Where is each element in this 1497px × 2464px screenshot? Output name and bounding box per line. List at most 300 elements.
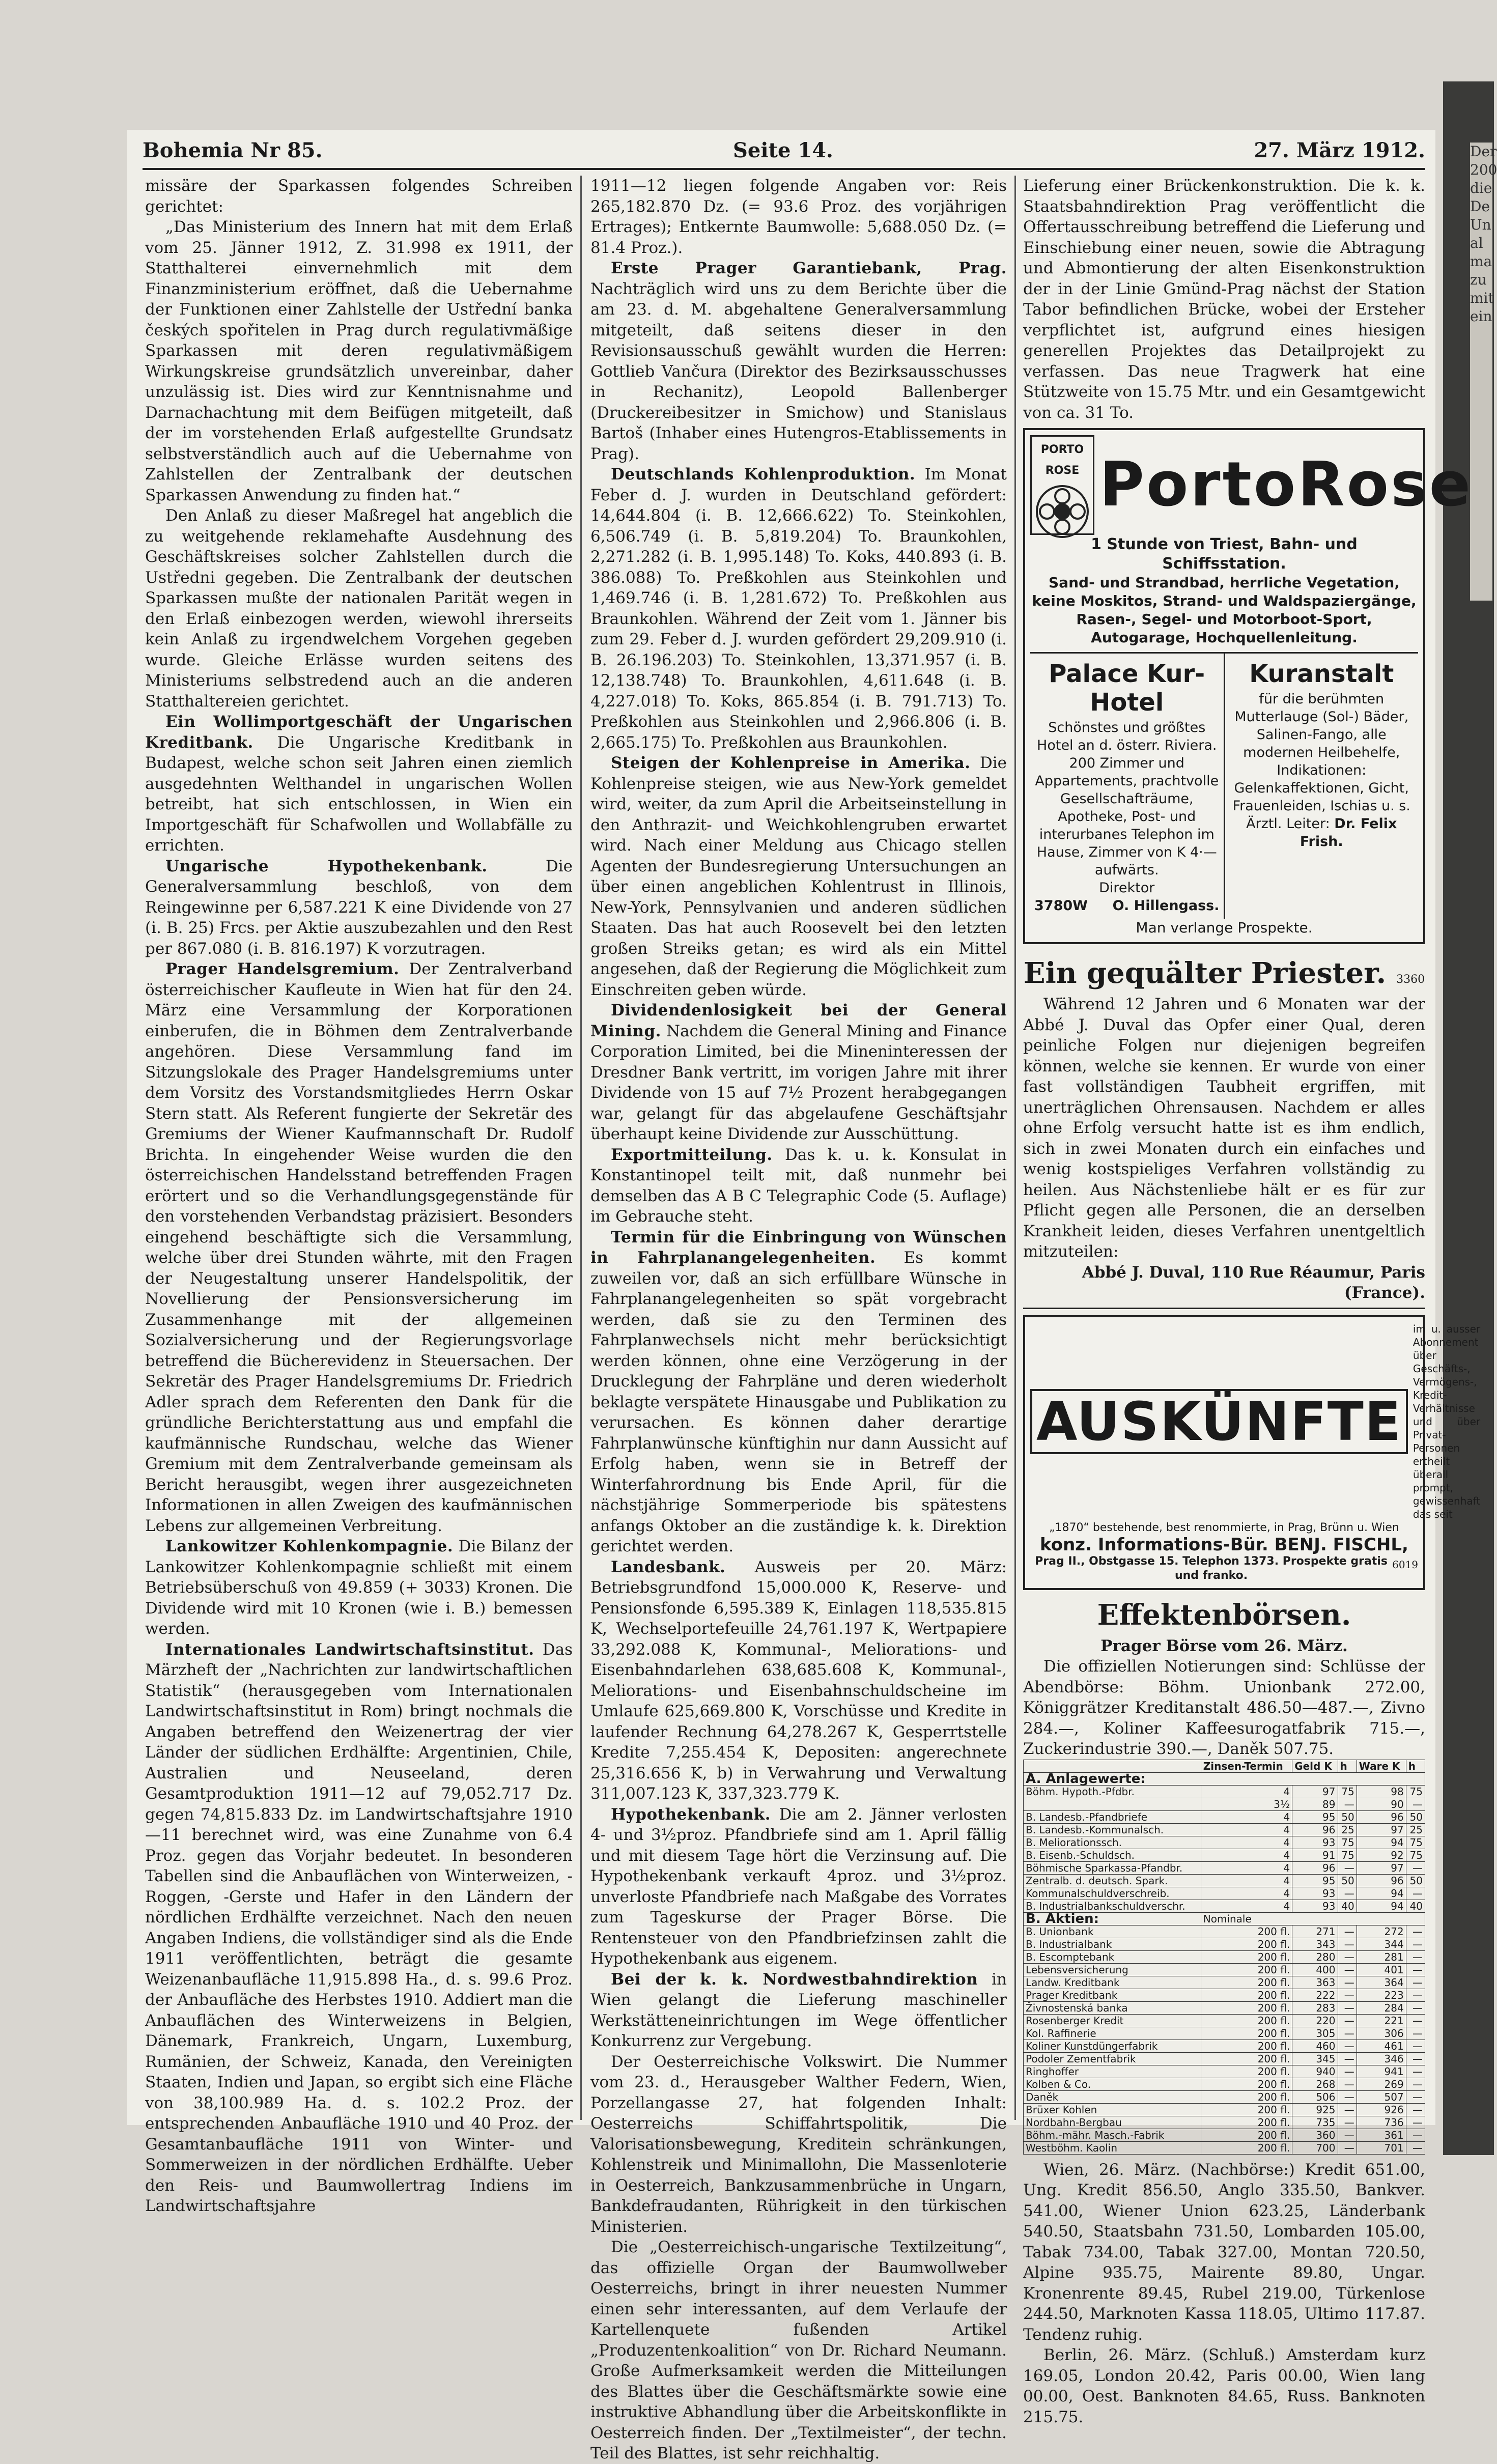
table-cell: — <box>1338 1976 1357 1989</box>
table-cell: 345 <box>1292 2052 1338 2065</box>
article-paragraph <box>590 2052 1007 2238</box>
article-paragraph <box>145 712 573 856</box>
table-cell: 50 <box>1338 1874 1357 1887</box>
table-cell: 461 <box>1357 2040 1406 2052</box>
article-text: Das Märzheft der „Nachrichten zur landwirtschaftlichen Statistik“ (herausgegeben vom Internationalen Landwirtschaftsinstitut in Rom) bringt nochmals die Angaben betreffend den Weizenertrag der vier Länder der südlichen Erdhälfte: Argentinien, Chile, Australien und Neuseeland, deren Gesamtproduktion 1911—12 auf 79,052.717 Dz. gegen 74,815.833 Dz. im Landwirtschaftsjahre 1910—11 berechnet wird, was eine Zunahme von 6.4 Proz. gegen das Vorjahr bedeutet. In besonderen Tabellen sind die Anbauflächen von Winterweizen, -Roggen, -Gerste und Hafer in den Ländern der nördlichen Erdhälfte verzeichnet. Nach den neuen Angaben Indiens, die vollständiger sind als die Ende 1911 veröffentlichten, beträgt die gesamte Weizenanbaufläche 11,915.898 Ha., d. s. 99.6 Proz. der Anbaufläche des Herbstes 1910. Addiert man die Anbauflächen des Winterweizens in Belgien, Dänemark, Frankreich, Ungarn, Luxemburg, Rumänien, der Schweiz, Kanada, den Vereinigten Staaten, Indien und Japan, so ergibt sich eine Fläche von 38,100.989 Ha. d. s. 102.2 Proz. der entsprechenden Anbaufläche 1910 und 40 Proz. der Gesamtanbaufläche 1911 von Winter- und Sommerweizen in der nördlichen Erdhälfte. Ueber den Reis- und Baumwollertrag Indiens im Landwirtschaftsjahre <box>145 1640 573 2215</box>
article-paragraph <box>590 1145 1007 1227</box>
table-cell: — <box>1338 2014 1357 2027</box>
table-cell: 271 <box>1292 1925 1338 1938</box>
ad-code: 3780W <box>1034 898 1088 914</box>
table-cell: h <box>1406 1760 1425 1772</box>
table-cell: 75 <box>1338 1849 1357 1861</box>
table-cell: Geld K <box>1292 1760 1338 1772</box>
table-row <box>1024 1836 1425 1849</box>
kuranstalt-title: Kuranstalt <box>1249 660 1394 688</box>
table-cell: Koliner Kunstdüngerfabrik <box>1024 2040 1201 2052</box>
table-cell: 941 <box>1357 2065 1406 2078</box>
table-row <box>1024 1785 1425 1798</box>
table-cell: 96 <box>1357 1810 1406 1823</box>
table-cell: 96 <box>1357 1874 1406 1887</box>
hotel-director-label: Direktor <box>1099 880 1155 896</box>
table-cell: 200 fl. <box>1201 2001 1292 2014</box>
table-cell: — <box>1406 2141 1425 2154</box>
table-cell: Böhm.-mähr. Masch.-Fabrik <box>1024 2129 1201 2141</box>
table-cell: 200 fl. <box>1201 2103 1292 2116</box>
table-cell: — <box>1338 2027 1357 2040</box>
portorose-title: PortoRose <box>1099 449 1473 520</box>
article-text: Das k. u. k. Konsulat in Konstantinopel teilt mit, daß nunmehr bei demselben das A B C Telegraphic Code (5. Auflage) im Gebrauche steht. <box>590 1145 1007 1226</box>
table-row <box>1024 2014 1425 2027</box>
kuranstalt-text: für die berühmten Mutterlauge (Sol-) Bäder, Salinen-Fango, alle modernen Heilbehelfe, Indikationen: Gelenkaffektionen, Gicht, Frauenleiden, Ischias u. s. <box>1232 691 1410 814</box>
kuranstalt-name: Dr. Felix Frish. <box>1300 816 1397 849</box>
table-cell: 93 <box>1292 1887 1338 1900</box>
effekten-title: Effektenbörsen. <box>1097 1598 1351 1632</box>
table-cell: 75 <box>1406 1836 1425 1849</box>
table-cell: 222 <box>1292 1989 1338 2001</box>
header-right: 27. März 1912. <box>1254 138 1425 162</box>
table-cell: 97 <box>1357 1861 1406 1874</box>
ad-auskunfte <box>1023 1315 1481 1590</box>
table-cell: 95 <box>1292 1874 1338 1887</box>
article-heading: Erste Prager Garantiebank, Prag. <box>611 259 1007 277</box>
table-cell: 92 <box>1357 1849 1406 1861</box>
article-heading: Dividendenlosigkeit bei der General Mining. <box>590 1001 1007 1040</box>
table-cell: 200 fl. <box>1201 2129 1292 2141</box>
table-cell: Podoler Zementfabrik <box>1024 2052 1201 2065</box>
portorose-split <box>1030 652 1418 919</box>
edge-word: ein <box>1470 308 1492 325</box>
table-cell: 25 <box>1406 1823 1425 1836</box>
table-cell: Kolben & Co. <box>1024 2078 1201 2090</box>
table-cell <box>1024 1760 1201 1772</box>
table-cell: 3½ <box>1201 1798 1292 1810</box>
table-cell: 925 <box>1292 2103 1338 2116</box>
article-paragraph <box>590 2237 1007 2464</box>
kuranstalt-lead: Ärztl. Leiter: <box>1246 816 1330 832</box>
table-cell: 268 <box>1292 2078 1338 2090</box>
priester-title: Ein gequälter Priester. <box>1023 956 1387 990</box>
table-cell: 200 fl. <box>1201 1989 1292 2001</box>
column-1 <box>145 176 573 2215</box>
table-cell: 200 fl. <box>1201 2116 1292 2129</box>
table-cell: 4 <box>1201 1861 1292 1874</box>
table-row <box>1024 2141 1425 2154</box>
article-text: „Das Ministerium des Innern hat mit dem Erlaß vom 25. Jänner 1912, Z. 31.998 ex 1911, der Statthalterei einvernehmlich mit dem Finanzministerium eröffnet, daß die Uebernahme der Funktionen einer Zahlstelle der Ustřední banka českých spořitelen in Prag durch regulativmäßige Sparkassen mit deren regulativmäßigem Wirkungskreise grundsätzlich unvereinbar, daher unzulässig ist. Dies wird zur Kenntnisnahme und Darnachachtung mit dem Beifügen mitgeteilt, daß der im vorstehenden Erlaß aufgestellte Grundsatz selbstverständlich auch auf die Uebernahme von Zahlstellen der Zentralbank der deutschen Sparkassen Anwendung zu finden hat.“ <box>145 218 573 504</box>
table-row <box>1024 1874 1425 1887</box>
table-row <box>1024 1810 1425 1823</box>
table-cell: — <box>1406 2014 1425 2027</box>
table-cell: B. Escomptebank <box>1024 1950 1201 1963</box>
auskunfte-code: 6019 <box>1392 1558 1418 1571</box>
table-cell: — <box>1338 2001 1357 2014</box>
article-paragraph <box>145 856 573 959</box>
table-cell: 343 <box>1292 1938 1338 1950</box>
table-cell: B. Industrialbankschuldverschr. <box>1024 1900 1201 1912</box>
table-cell: 223 <box>1357 1989 1406 2001</box>
table-row <box>1024 1861 1425 1874</box>
table-cell: 75 <box>1338 1836 1357 1849</box>
table-row <box>1024 1823 1425 1836</box>
table-cell: — <box>1406 2090 1425 2103</box>
table-cell: Živnostenská banka <box>1024 2001 1201 2014</box>
table-cell: — <box>1338 2141 1357 2154</box>
article-text: Die Kohlenpreise steigen, wie aus New-York gemeldet wird, weiter, da zum April die Arbeitseinstellung in den Anthrazit- und Weichkohlengruben erwartet wird. Nach einer Meldung aus Chicago stellen Agenten der Bundesregierung Untersuchungen an über einen angeblichen Kohlentrust in Illinois, New-York, Pennsylvanien und anderen südlichen Staaten. Das hat auch Roosevelt bei den letzten großen Streiks getan; es wird als ein Mittel angesehen, daß der Regierung die Möglichkeit zum Einschreiten geben würde. <box>590 754 1007 999</box>
edge-word: zu <box>1470 271 1487 288</box>
table-cell: 91 <box>1292 1849 1338 1861</box>
table-cell: 75 <box>1338 1785 1357 1798</box>
edge-word: die <box>1470 180 1492 196</box>
table-cell: 95 <box>1292 1810 1338 1823</box>
table-cell: 200 fl. <box>1201 1938 1292 1950</box>
table-cell: B. Meliorationssch. <box>1024 1836 1201 1849</box>
header-left: Bohemia Nr 85. <box>143 138 323 162</box>
table-cell: 506 <box>1292 2090 1338 2103</box>
table-cell: 4 <box>1201 1823 1292 1836</box>
priester-address: Abbé J. Duval, 110 Rue Réaumur, Paris (France). <box>1082 1263 1425 1302</box>
table-cell: h <box>1338 1760 1357 1772</box>
table-cell: Lebensversicherung <box>1024 1963 1201 1976</box>
table-cell: 93 <box>1292 1900 1338 1912</box>
table-cell: 344 <box>1357 1938 1406 1950</box>
ad-priester <box>1023 952 1425 1309</box>
table-cell: — <box>1406 1861 1425 1874</box>
table-cell: 89 <box>1292 1798 1338 1810</box>
table-row <box>1024 1925 1425 1938</box>
table-row <box>1024 1900 1425 1912</box>
table-cell: Böhmische Sparkassa-Pfandbr. <box>1024 1861 1201 1874</box>
table-cell: — <box>1406 2078 1425 2090</box>
edge-word: De <box>1470 198 1490 215</box>
table-row <box>1024 2040 1425 2052</box>
table-cell: 94 <box>1357 1887 1406 1900</box>
ad-portorose <box>1023 428 1473 944</box>
table-cell: 4 <box>1201 1874 1292 1887</box>
hotel-title: Palace Kur-Hotel <box>1049 660 1205 717</box>
table-row <box>1024 1760 1425 1772</box>
effekten-text: Die offiziellen Notierungen sind: Schlüsse der Abendbörse: Böhm. Unionbank 272.00, Königgrätzer Kreditanstalt 486.50—487.—, Zivno 284.—, Koliner Kaffeesurogatfabrik 715.—, Zuckerindustrie 390.—, Daněk 507.75. <box>1023 1657 1425 1758</box>
table-cell: Prager Kreditbank <box>1024 1989 1201 2001</box>
table-row <box>1024 1963 1425 1976</box>
article-text: Ausweis per 20. März: Betriebsgrundfond 15,000.000 K, Reserve- und Pensionsfonde 6,595.389 K, Einlagen 118,535.815 K, Wechselportefeuille 24,761.197 K, Wertpapiere 33,292.088 K, Kommunal-, Meliorations- und Eisenbahndarlehen 638,685.608 K, Kommunal-, Meliorations- und Eisenbahnschuldscheine im Umlaufe 625,669.800 K, Vorschüsse und Kredite in laufender Rechnung 64,278.267 K, Gesperrtstelle Kredite 7,255.454 K, Depositen: angerechnete 25,316.656 K, b) in Verwahrung und Verwaltung 311,007.123 K, 337,323.779 K. <box>590 1557 1007 1803</box>
article-text: Die Generalversammlung beschloß, von dem Reingewinne per 6,587.221 K eine Dividende von 27 (i. B. 25) Frcs. per Aktie auszubezahlen und den Rest per 867.080 (i. B. 816.197) K vorzutragen. <box>145 857 573 958</box>
table-cell: Daněk <box>1024 2090 1201 2103</box>
table-cell: 221 <box>1357 2014 1406 2027</box>
table-row <box>1024 2090 1425 2103</box>
table-row <box>1024 1938 1425 1950</box>
table-cell: 940 <box>1292 2065 1338 2078</box>
table-cell: 281 <box>1357 1950 1406 1963</box>
table-cell: 200 fl. <box>1201 1963 1292 1976</box>
table-cell: — <box>1406 1963 1425 1976</box>
table-cell: Kol. Raffinerie <box>1024 2027 1201 2040</box>
edge-word: Der <box>1470 143 1497 160</box>
article-text: Die Ungarische Kreditbank in Budapest, welche schon seit Jahren einen ziemlich ausgedehnten Welthandel in ungarischen Wollen betreibt, hat sich entschlossen, in Wien ein Importgeschäft für Schafwollen und Wollabfälle zu errichten. <box>145 733 573 855</box>
table-cell: — <box>1338 1938 1357 1950</box>
table-row <box>1024 2001 1425 2014</box>
table-cell: B. Aktien: <box>1024 1912 1201 1925</box>
table-cell: B. Landesb.-Kommunalsch. <box>1024 1823 1201 1836</box>
table-cell: — <box>1338 2065 1357 2078</box>
article-text: missäre der Sparkassen folgendes Schreiben gerichtet: <box>145 177 573 216</box>
table-row <box>1024 2103 1425 2116</box>
article-heading: Ein Wollimportgeschäft der Ungarischen Kreditbank. <box>145 713 573 752</box>
palace-kur-hotel <box>1030 654 1224 919</box>
table-cell: — <box>1338 1798 1357 1810</box>
table-cell: 98 <box>1357 1785 1406 1798</box>
table-cell: — <box>1406 2116 1425 2129</box>
table-cell: — <box>1406 1950 1425 1963</box>
article-heading: Steigen der Kohlenpreise in Amerika. <box>611 754 971 772</box>
article-paragraph <box>145 505 573 712</box>
article-paragraph <box>145 959 573 1536</box>
table-cell: 94 <box>1357 1836 1406 1849</box>
edge-word: al <box>1470 235 1483 251</box>
article-paragraph <box>590 464 1007 753</box>
table-cell: 200 fl. <box>1201 2078 1292 2090</box>
table-cell: Westböhm. Kaolin <box>1024 2141 1201 2154</box>
table-cell: — <box>1338 2116 1357 2129</box>
table-row <box>1024 2129 1425 2141</box>
table-cell: 507 <box>1357 2090 1406 2103</box>
table-cell: — <box>1406 1938 1425 1950</box>
table-cell: 200 fl. <box>1201 2065 1292 2078</box>
article-paragraph <box>590 1804 1007 1969</box>
column-2 <box>590 176 1007 2462</box>
table-cell: 306 <box>1357 2027 1406 2040</box>
table-cell: B. Landesb.-Pfandbriefe <box>1024 1810 1201 1823</box>
table-cell: 200 fl. <box>1201 2090 1292 2103</box>
table-cell: 280 <box>1292 1950 1338 1963</box>
table-cell: 305 <box>1292 2027 1338 2040</box>
column-3 <box>1023 176 1481 2426</box>
table-cell: B. Eisenb.-Schuldsch. <box>1024 1849 1201 1861</box>
article-heading: Ungarische Hypothekenbank. <box>165 857 488 875</box>
table-cell: — <box>1338 2129 1357 2141</box>
table-cell: — <box>1406 1925 1425 1938</box>
table-cell: Zentralb. d. deutsch. Spark. <box>1024 1874 1201 1887</box>
table-cell: 200 fl. <box>1201 1950 1292 1963</box>
table-row <box>1024 1849 1425 1861</box>
table-cell: 200 fl. <box>1201 2141 1292 2154</box>
article-paragraph <box>590 176 1007 258</box>
table-cell: — <box>1338 1887 1357 1900</box>
table-cell: 4 <box>1201 1900 1292 1912</box>
table-cell: 361 <box>1357 2129 1406 2141</box>
article-text: Der Zentralverband österreichischer Kaufleute in Wien hat für den 24. März eine Versammlung der Korporationen einberufen, die in Böhmen dem Zentralverbande angehören. Diese Versammlung fand im Sitzungslokale des Prager Handelsgremiums unter dem Vorsitz des Vorstandsmitgliedes Herrn Oskar Stern statt. Als Referent fungierte der Sekretär des Gremiums der Wiener Kaufmannschaft Dr. Rudolf Brichta. In eingehender Weise wurden die den österreichischen Handelsstand betreffenden Fragen erörtert und so die Verhandlungsgegenstände für den vorstehenden Verbandstag präzisiert. Besonders eingehend beschäftigte sich die Versammlung, welche über drei Stunden währte, mit den Fragen der Neugestaltung unserer Handelspolitik, der Novellierung der Pensionsversicherung im Zusammenhange mit der allgemeinen Sozialversicherung und der Regierungsvorlage betreffend die Bücherevidenz in Steuersachen. Der Sekretär des Prager Handelsgremiums Dr. Friedrich Adler sprach dem Referenten den Dank für die gründliche Berichterstattung aus und empfahl die kaufmännische Rundschau, welche das Wiener Gremium mit dem Zentralverbande gemeinsam als Bericht herausgibt, wegen ihrer ausgezeichneten Informationen in allen Zweigen des kaufmännischen Lebens zur allgemeinen Verbreitung. <box>145 960 573 1535</box>
auskunfte-line3: Prag II., Obstgasse 15. Telephon 1373. Prospekte gratis und franko. <box>1035 1554 1388 1582</box>
table-row <box>1024 1798 1425 1810</box>
article-text: Die am 2. Jänner verlosten 4- und 3½proz. Pfandbriefe sind am 1. April fällig und mit diesem Tage hört die Verzinsung auf. Die Hypothekenbank verkauft 4proz. und 3½proz. unverloste Pfandbriefe nach Maßgabe des Vorrates zum Tageskurse der Prager Börse. Die Rentensteuer von den Pfandbriefzinsen zahlt die Hypothekenbank aus eigenem. <box>590 1805 1007 1968</box>
table-cell: 284 <box>1357 2001 1406 2014</box>
auskunfte-line2: konz. Informations-Bür. BENJ. FISCHL, <box>1040 1534 1408 1555</box>
article-text: Die „Oesterreichisch-ungarische Textilzeitung“, das offizielle Organ der Baumwollweber Oesterreichs, bringt in ihrer neuesten Nummer einen sehr interessanten, auf dem Verlaufe der Kartellenquete fußenden Artikel „Produzentenkoalition“ von Dr. Richard Neumann. Große Aufmerksamkeit werden die Mitteilungen des Blattes über die Geschäftsmärkte sowie eine instruktive Abhandlung über die Arbeitskonflikte in Oesterreich finden. Der „Textilmeister“, der techn. Teil des Blattes, ist sehr reichhaltig. <box>590 2238 1007 2462</box>
table-cell: — <box>1406 2052 1425 2065</box>
table-row <box>1024 2027 1425 2040</box>
portorose-footer: Man verlange Prospekte. <box>1136 919 1313 936</box>
table-cell: 364 <box>1357 1976 1406 1989</box>
table-cell: — <box>1338 1963 1357 1976</box>
table-cell: 93 <box>1292 1836 1338 1849</box>
kurs-table <box>1023 1760 1425 2155</box>
table-cell: 50 <box>1406 1810 1425 1823</box>
table-cell: 97 <box>1292 1785 1338 1798</box>
table-cell: Kommunalschuldverschreib. <box>1024 1887 1201 1900</box>
article-paragraph <box>590 1227 1007 1557</box>
article-text: Im Monat Feber d. J. wurden in Deutschland gefördert: 14,644.804 (i. B. 12,666.622) To. Steinkohlen, 6,506.749 (i. B. 5,819.204) To. Braunkohlen, 2,271.282 (i. B. 1,995.148) To. Koks, 440.893 (i. B. 386.088) To. Preßkohlen aus Steinkohlen und 1,469.746 (i. B. 1,281.672) To. Preßkohlen aus Braunkohlen. Während der Zeit vom 1. Jänner bis zum 29. Feber d. J. wurden gefördert 29,209.910 (i. B. 26.196.203) To. Steinkohlen, 13,371.957 (i. B. 12,138.748) To. Braunkohlen, 4,611.648 (i. B. 4,227.018) To. Koks, 865.854 (i. B. 791.713) To. Preßkohlen aus Steinkohlen und 2,966.806 (i. B. 2,665.175) To. Preßkohlen aus Braunkohlen. <box>590 465 1007 752</box>
article-heading: Internationales Landwirtschaftsinstitut. <box>165 1640 534 1659</box>
table-cell: — <box>1406 1989 1425 2001</box>
article-heading: Bei der k. k. Nordwestbahndirektion <box>611 1970 978 1989</box>
article-text: Nachdem die General Mining and Finance Corporation Limited, bei die Mineninteressen der Dresdner Bank vertritt, im vorigen Jahre mit ihrer Dividende von 15 auf 7½ Prozent herabgegangen war, gelangt für das abgelaufene Geschäftsjahr überhaupt keine Dividende zur Ausschüttung. <box>590 1022 1007 1143</box>
article-paragraph <box>145 1536 573 1639</box>
table-row <box>1024 1950 1425 1963</box>
table-cell: 40 <box>1406 1900 1425 1912</box>
table-cell: 346 <box>1357 2052 1406 2065</box>
hotel-text: Schönstes und größtes Hotel an d. österr. Riviera. 200 Zimmer und Appartements, prachtvolle Gesellschafträume, Apotheke, Post- und interurbanes Telephon im Hause, Zimmer von K 4·— aufwärts. <box>1035 720 1219 878</box>
auskunfte-line1: „1870“ bestehende, best renommierte, in Prag, Brünn u. Wien <box>1049 1521 1399 1534</box>
table-cell: — <box>1338 2078 1357 2090</box>
table-cell: — <box>1406 1887 1425 1900</box>
table-cell: — <box>1406 2065 1425 2078</box>
table-cell: 94 <box>1357 1900 1406 1912</box>
table-cell: — <box>1338 2040 1357 2052</box>
article-text: Der Oesterreichische Volkswirt. Die Nummer vom 23. d., Herausgeber Walther Federn, Wien, Porzellangasse 27, hat folgenden Inhalt: Oesterreichs Schiffahrtspolitik, Die Valorisationsbewegung, Kreditein schränkungen, Kohlenstreik und Minimallohn, Die Massenloterie in Oesterreich, Bankzusammenbrüche in Ungarn, Bankdefraudanten, Rührigkeit in den türkischen Ministerien. <box>590 2052 1007 2236</box>
table-cell: 96 <box>1292 1861 1338 1874</box>
header-center: Seite 14. <box>733 138 833 162</box>
table-cell: 735 <box>1292 2116 1338 2129</box>
table-cell: 283 <box>1292 2001 1338 2014</box>
portorose-sub2: Sand- und Strandbad, herrliche Vegetation, keine Moskitos, Strand- und Waldspaziergänge, Rasen-, Segel- und Motorboot-Sport, Autogarage, Hochquellenleitung. <box>1032 574 1417 646</box>
table-cell: 363 <box>1292 1976 1338 1989</box>
table-cell: — <box>1406 1976 1425 1989</box>
priester-text: Während 12 Jahren und 6 Monaten war der Abbé J. Duval das Opfer einer Qual, deren peinliche Folgen nur diejenigen begreifen können, welche sie kennen. Er wurde von einer fast vollständigen Taubheit ergriffen, mit unerträglichen Ohrensausen. Nachdem er alles ohne Erfolg versucht hatte ist es ihm endlich, sich in zwei Monaten durch ein einfaches und wenig kostspieliges Verfahren vollständig zu heilen. Aus Nächstenliebe hält er es für zur Pflicht gegen alle Personen, die an derselben Krankheit leiden, dieses Verfahren unentgeltlich mitzuteilen: <box>1023 995 1425 1261</box>
article-heading: Deutschlands Kohlenproduktion. <box>611 465 916 484</box>
portorose-sub1: 1 Stunde von Triest, Bahn- und Schiffsstation. <box>1091 535 1358 573</box>
article-text: 1911—12 liegen folgende Angaben vor: Reis 265,182.870 Dz. (= 93.6 Proz. des vorjährigen Ertrages); Entkernte Baumwolle: 5,688.050 Dz. (= 81.4 Proz.). <box>590 177 1007 257</box>
table-cell: Ringhoffer <box>1024 2065 1201 2078</box>
table-cell: — <box>1406 2001 1425 2014</box>
table-cell: Landw. Kreditbank <box>1024 1976 1201 1989</box>
table-cell: 220 <box>1292 2014 1338 2027</box>
article-heading: Termin für die Einbringung von Wünschen in Fahrplanangelegenheiten. <box>590 1228 1007 1267</box>
table-cell: 736 <box>1357 2116 1406 2129</box>
table-cell: 96 <box>1292 1823 1338 1836</box>
table-cell: — <box>1338 2090 1357 2103</box>
table-cell: 4 <box>1201 1836 1292 1849</box>
table-cell: 200 fl. <box>1201 2014 1292 2027</box>
article-text: Es kommt zuweilen vor, daß an sich erfüllbare Wünsche in Fahrplanangelegenheiten so spät vorgebracht werden, daß sie zu den Terminen des Fahrplanwechsels nicht mehr berücksichtigt werden können, ohne eine Verzögerung in der Drucklegung der Fahrpläne und deren wiederholt beklagte verspätete Hinausgabe und Publikation zu verursachen. Es können daher derartige Fahrplanwünsche künftighin nur dann Aussicht auf Erfolg haben, wenn sie in Betreff der Winterfahrordnung bis Ende April, für die nächstjährige Sommerperiode bis spätestens anfangs Oktober an die zuständige k. k. Direktion gerichtet werden. <box>590 1249 1007 1555</box>
table-cell: — <box>1338 1925 1357 1938</box>
table-row <box>1024 1989 1425 2001</box>
table-cell: Ware K <box>1357 1760 1406 1772</box>
table-cell: — <box>1338 1950 1357 1963</box>
table-cell: — <box>1406 2103 1425 2116</box>
berlin-report: Berlin, 26. März. (Schluß.) Amsterdam kurz 169.05, London 20.42, Paris 00.00, Wien lang 00.00, Oest. Banknoten 84.65, Russ. Banknoten 215.75. <box>1023 2346 1425 2426</box>
adjacent-page-strip <box>1470 143 1497 601</box>
table-cell: 272 <box>1357 1925 1406 1938</box>
logo-text: PORTO ROSE <box>1040 443 1084 477</box>
table-cell: Nordbahn-Bergbau <box>1024 2116 1201 2129</box>
article-text: in Wien gelangt die Lieferung maschineller Werkstätteneinrichtungen im Wege öffentlicher Konkurrenz zur Vergebung. <box>590 1970 1007 2050</box>
hotel-director-name: O. Hillengass. <box>1112 898 1220 914</box>
table-cell: 4 <box>1201 1785 1292 1798</box>
table-cell: 701 <box>1357 2141 1406 2154</box>
article-heading: Lankowitzer Kohlenkompagnie. <box>165 1537 454 1555</box>
rose-icon <box>1032 481 1093 542</box>
table-cell: B. Unionbank <box>1024 1925 1201 1938</box>
table-cell: 460 <box>1292 2040 1338 2052</box>
table-cell: A. Anlagewerte: <box>1024 1772 1425 1785</box>
table-cell: 50 <box>1338 1810 1357 1823</box>
article-paragraph <box>590 1000 1007 1145</box>
table-cell: Zinsen-Termin <box>1201 1760 1292 1772</box>
table-cell: — <box>1406 1798 1425 1810</box>
article-paragraph <box>145 1639 573 2217</box>
table-cell: 97 <box>1357 1823 1406 1836</box>
article-paragraph <box>590 258 1007 464</box>
portorose-logo <box>1030 435 1094 535</box>
page-header <box>143 138 1425 167</box>
table-cell: 75 <box>1406 1785 1425 1798</box>
table-row <box>1024 2065 1425 2078</box>
table-cell: 4 <box>1201 1810 1292 1823</box>
table-cell: Brüxer Kohlen <box>1024 2103 1201 2116</box>
article-paragraph <box>590 1969 1007 2052</box>
table-cell: 75 <box>1406 1849 1425 1861</box>
table-cell: Nominale <box>1201 1912 1425 1925</box>
effekten-sub: Prager Börse vom 26. März. <box>1100 1636 1348 1655</box>
table-row <box>1024 1887 1425 1900</box>
column-separator <box>1014 176 1016 2120</box>
table-cell: 4 <box>1201 1887 1292 1900</box>
article-heading: Landesbank. <box>611 1557 726 1576</box>
article-text: Nachträglich wird uns zu dem Berichte über die am 23. d. M. abgehaltene Generalversammlung mitgeteilt, daß seitens dieser in den Revisionsausschuß gewählt wurden die Herren: Gottlieb Vančura (Direktor des Bezirksausschusses in Rechanitz), Leopold Ballenberger (Druckereibesitzer in Smichow) und Stanislaus Bartoš (Inhaber eines Hutengros-Etablissements in Prag). <box>590 279 1007 463</box>
table-row <box>1024 2052 1425 2065</box>
article-paragraph <box>145 176 573 217</box>
table-cell: 50 <box>1406 1874 1425 1887</box>
table-cell: 360 <box>1292 2129 1338 2141</box>
article-heading: Exportmitteilung. <box>611 1145 773 1164</box>
table-cell: 4 <box>1201 1849 1292 1861</box>
article-paragraph <box>145 217 573 505</box>
table-cell: Böhm. Hypoth.-Pfdbr. <box>1024 1785 1201 1798</box>
article-paragraph <box>590 753 1007 1000</box>
wien-report: Wien, 26. März. (Nachbörse:) Kredit 651.00, Ung. Kredit 856.50, Anglo 335.50, Bankver. 541.00, Wiener Union 623.25, Länderbank 540.50, Staatsbahn 731.50, Lombarden 105.00, Tabak 734.00, Tabak 327.00, Montan 720.50, Alpine 935.75, Mairente 89.80, Ungar. Kronenrente 89.45, Rubel 219.00, Türkenlose 244.50, Marknoten Kassa 118.05, Ultimo 117.87. Tendenz ruhig. <box>1023 2160 1425 2344</box>
table-cell: 200 fl. <box>1201 2052 1292 2065</box>
table-cell: — <box>1406 2027 1425 2040</box>
priester-code: 3360 <box>1396 973 1425 986</box>
edge-word: ma <box>1470 253 1492 270</box>
table-cell: — <box>1338 2052 1357 2065</box>
table-cell: 40 <box>1338 1900 1357 1912</box>
table-cell: — <box>1338 2103 1357 2116</box>
table-cell: Rosenberger Kredit <box>1024 2014 1201 2027</box>
table-row <box>1024 1772 1425 1785</box>
table-cell: 200 fl. <box>1201 1976 1292 1989</box>
table-cell: B. Industrialbank <box>1024 1938 1201 1950</box>
article-text: Den Anlaß zu dieser Maßregel hat angeblich die zu weitgehende reklamehafte Ausdehnung des Geschäftskreises solcher Zahlstellen durch die Ustředni gegeben. Die Zentralbank der deutschen Sparkassen mußte der nationalen Parität wegen in den Erlaß einbezogen werden, wiewohl ihrerseits kein Anlaß zu irgendwelchem Vorgehen gegeben wurde. Gleiche Erlässe wurden seitens des Ministeriums selbstredend auch an die anderen Statthaltereien gerichtet. <box>145 506 573 711</box>
auskunfte-title: AUSKÜNFTE <box>1030 1389 1408 1454</box>
article-bruecke: Lieferung einer Brückenkonstruktion. Die k. k. Staatsbahndirektion Prag veröffentlicht die Offertausschreibung betreffend die Lieferung und Einschiebung einer neuen, sowie die Abtragung und Abmontierung der alten Eisenkonstruktion der in der Linie Gmünd-Prag nächst der Station Tabor befindlichen Brücke, wobei der Ersteher verpflichtet ist, aufgrund eines hiesigen generellen Projektes das Detailprojekt zu verfassen. Das neue Tragwerk hat eine Stützweite von 15.75 Mtr. und ein Gesamtgewicht von ca. 31 To. <box>1023 177 1425 422</box>
table-row <box>1024 1976 1425 1989</box>
table-cell: 25 <box>1338 1823 1357 1836</box>
table-cell: 700 <box>1292 2141 1338 2154</box>
table-cell: 200 fl. <box>1201 2027 1292 2040</box>
edge-word: mit <box>1470 290 1494 306</box>
article-text: Die Bilanz der Lankowitzer Kohlenkompagnie schließt mit einem Betriebsüberschuß von 49.859 (+ 3033) Kronen. Die Dividende wird mit 10 Kronen (wie i. B.) bemessen werden. <box>145 1537 573 1638</box>
table-row <box>1024 2078 1425 2090</box>
table-cell: 200 fl. <box>1201 2040 1292 2052</box>
